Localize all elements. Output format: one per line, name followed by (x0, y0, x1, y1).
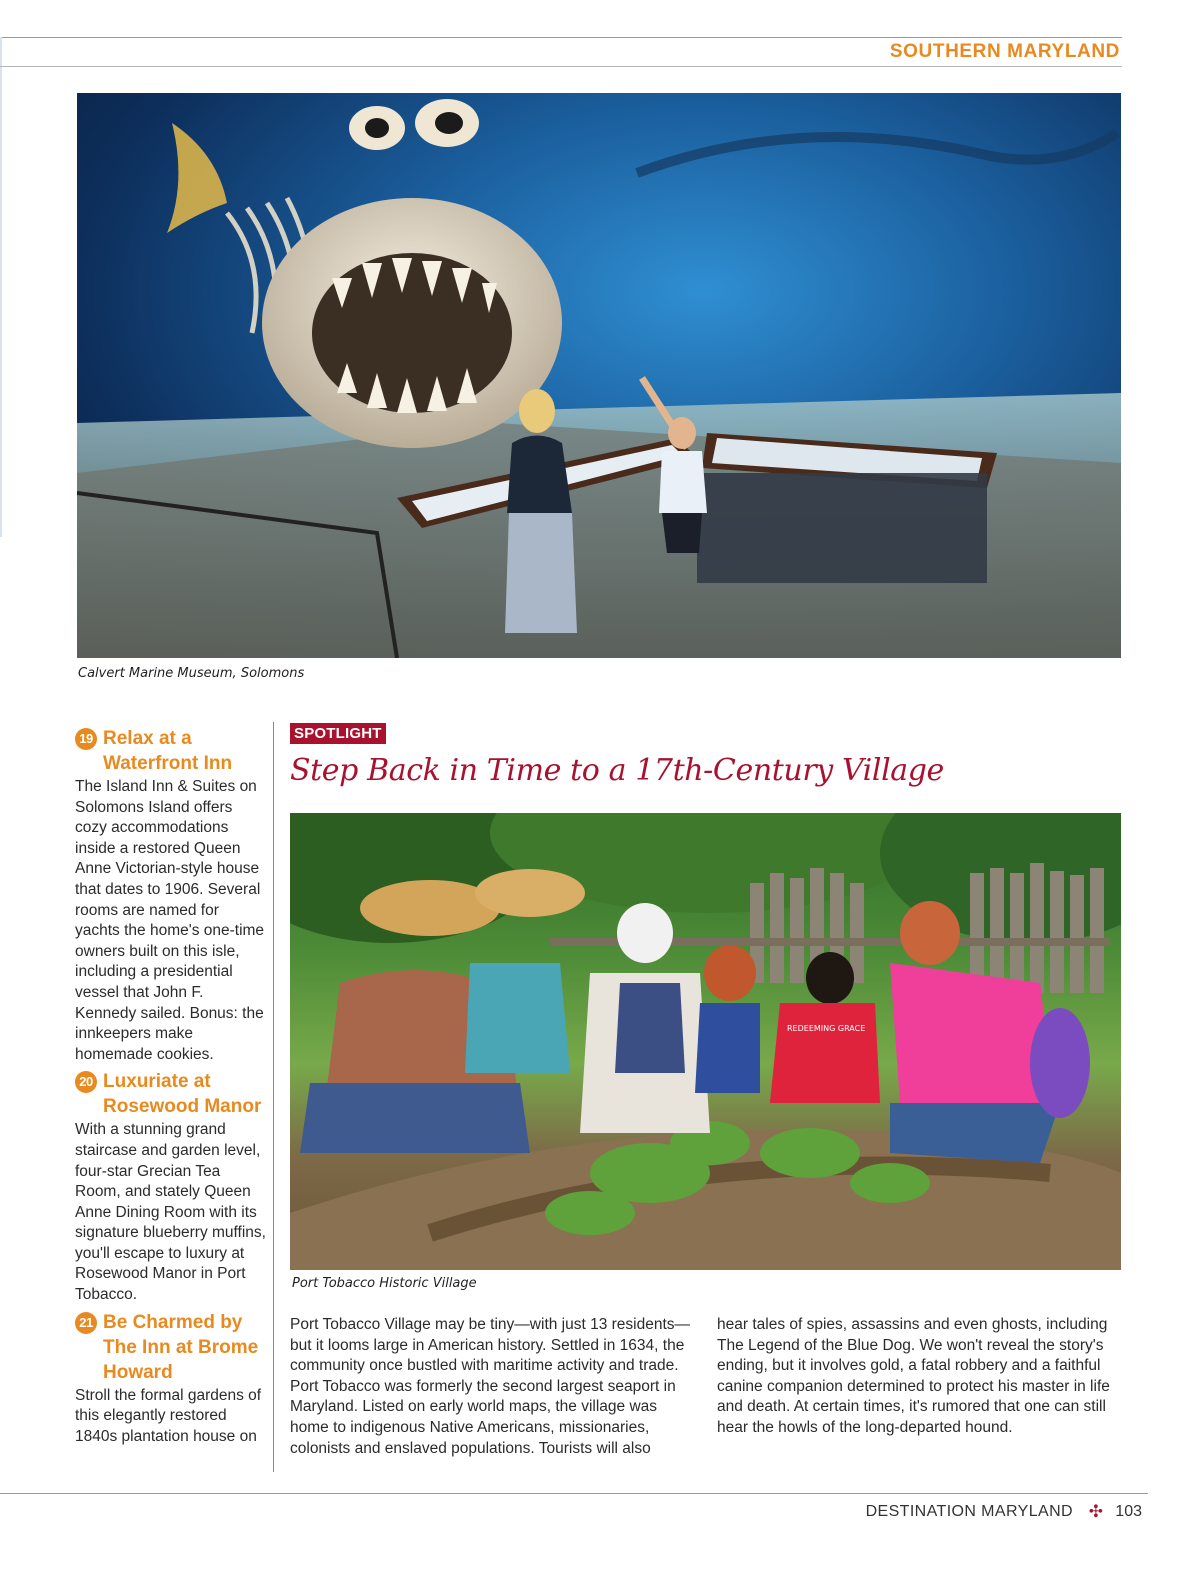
spotlight-text-col-1: Port Tobacco Village may be tiny—with just 13 residents—but it looms large in American history. Settled in 1634, the community once bustled with maritime activity and trade. Port Tobacco was formerly the second largest seaport in Maryland. Listed on early world maps, the village was home to indigenous Native Americans, missionaries, colonists and enslaved populations. Tourists will also (290, 1316, 691, 1457)
listing-heading (75, 1069, 267, 1119)
ornament-icon: ✣ (1088, 1502, 1103, 1521)
listing-body: The Island Inn & Suites on Solomons Island offers cozy accommodations inside a restored Queen Anne Victorian-style house that dates to 1906. Several rooms are named for yachts the home's one-time owners built on this isle, including a presidential vessel that John F. Kennedy sailed. Bonus: the innkeepers make homemade cookies. (75, 778, 265, 1063)
publication-name: DESTINATION MARYLAND (865, 1503, 1073, 1520)
listing-title: Be Charmed by The Inn at Brome Howard (103, 1311, 259, 1383)
village-caption: Port Tobacco Historic Village (292, 1276, 477, 1291)
hero-caption: Calvert Marine Museum, Solomons (78, 666, 305, 681)
listing-body: With a stunning grand staircase and garden level, four-star Grecian Tea Room, and stately Queen Anne Dining Room with its signature blueberry muffins, you'll escape to luxury at Rosewood Manor in Port Tobacco. (75, 1121, 266, 1304)
spotlight-title: Step Back in Time to a 17th-Century Village (290, 753, 944, 788)
listings-column (75, 722, 267, 1449)
listing-number-badge: 20 (75, 1071, 97, 1093)
museum-exhibit-illustration (77, 93, 1121, 658)
section-rule (0, 66, 1122, 67)
listing-item (75, 1069, 267, 1305)
village-photo (290, 813, 1121, 1270)
listing-item (75, 1310, 267, 1448)
spotlight-text-col-2: hear tales of spies, assassins and even ghosts, including The Legend of the Blue Dog. We won't reveal the story's ending, but it involves gold, a fatal robbery and a faithful canine companion determined to protect his master in life and death. At certain times, it's rumored that one can still hear the howls of the long-departed hound. (717, 1316, 1110, 1436)
page-edge-bar (0, 37, 2, 537)
listing-heading (75, 726, 267, 776)
listing-body: Stroll the formal gardens of this elegantly restored 1840s plantation house on (75, 1386, 262, 1445)
listing-heading (75, 1310, 267, 1385)
listing-number-badge: 21 (75, 1312, 97, 1334)
listing-number-badge: 19 (75, 728, 97, 750)
shirt-text: REDEEMING GRACE (787, 1024, 866, 1033)
top-rule (0, 37, 1122, 38)
section-title: SOUTHERN MARYLAND (889, 41, 1120, 62)
listing-title: Luxuriate at Rosewood Manor (103, 1071, 262, 1118)
column-divider (273, 722, 274, 1472)
spotlight-badge: SPOTLIGHT (290, 723, 386, 744)
listing-title: Relax at a Waterfront Inn (103, 728, 233, 774)
hero-photo (77, 93, 1121, 658)
page-number: 103 (1115, 1503, 1142, 1520)
garden-scene-illustration (290, 813, 1121, 1270)
listing-item (75, 726, 267, 1065)
footer-rule (0, 1493, 1148, 1494)
